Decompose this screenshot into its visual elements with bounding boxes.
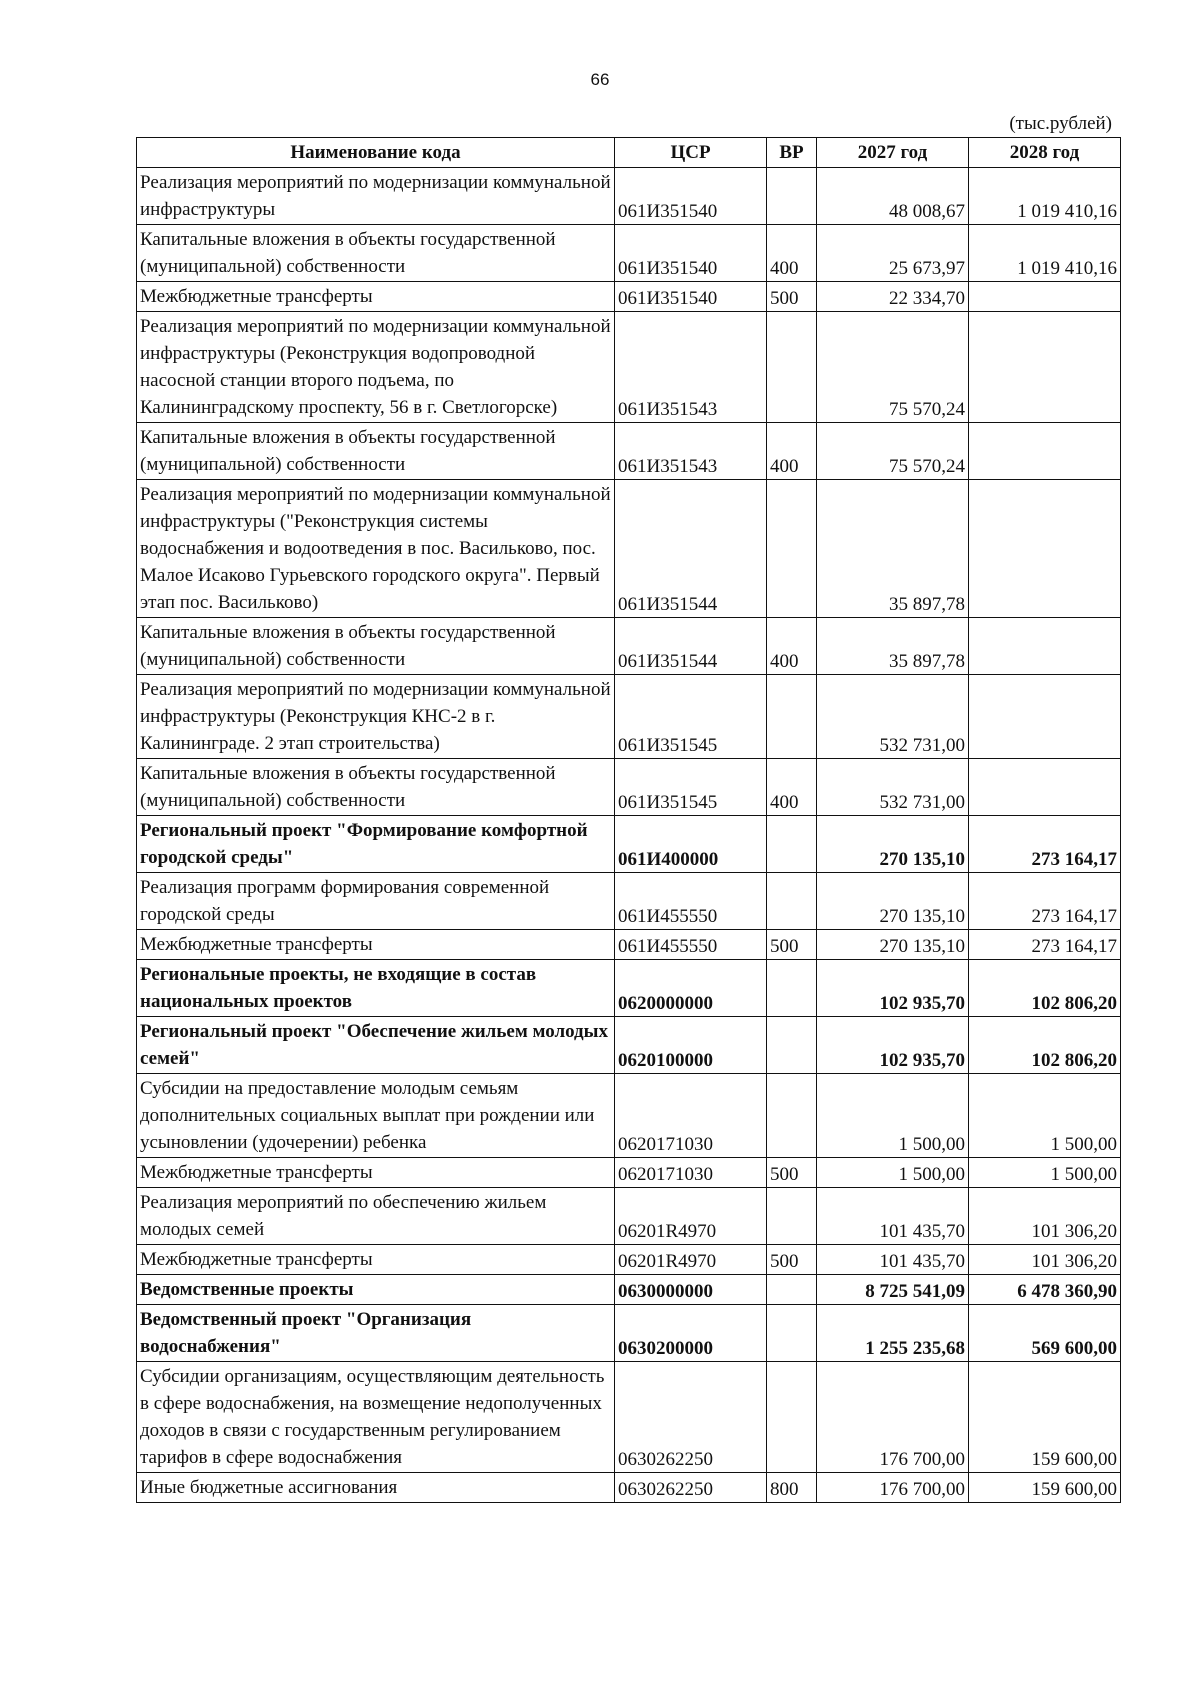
row-name-cell: Капитальные вложения в объекты государственной (муниципальной) собственности <box>137 759 615 816</box>
row-2028-cell <box>969 759 1121 816</box>
row-2028-cell: 102 806,20 <box>969 960 1121 1017</box>
row-name-cell: Реализация мероприятий по модернизации коммунальной инфраструктуры (Реконструкция КНС-2 в г. Калининграде. 2 этап строительства) <box>137 675 615 759</box>
row-2027-cell: 25 673,97 <box>817 225 969 282</box>
row-csr-cell: 061И351544 <box>615 618 767 675</box>
header-csr: ЦСР <box>615 138 767 168</box>
row-csr-cell: 0620171030 <box>615 1074 767 1158</box>
row-2027-cell: 102 935,70 <box>817 1017 969 1074</box>
row-name-cell: Субсидии на предоставление молодым семьям дополнительных социальных выплат при рождении или усыновлении (удочерении) ребенка <box>137 1074 615 1158</box>
row-name-cell: Ведомственный проект "Организация водоснабжения" <box>137 1305 615 1362</box>
row-csr-cell: 0620000000 <box>615 960 767 1017</box>
row-2028-cell: 1 500,00 <box>969 1158 1121 1188</box>
row-vr-cell <box>767 816 817 873</box>
row-name-cell: Капитальные вложения в объекты государственной (муниципальной) собственности <box>137 618 615 675</box>
table-row <box>137 675 1121 759</box>
row-name-cell: Капитальные вложения в объекты государственной (муниципальной) собственности <box>137 225 615 282</box>
row-2028-cell <box>969 423 1121 480</box>
row-name-cell: Реализация мероприятий по модернизации коммунальной инфраструктуры ("Реконструкция системы водоснабжения и водоотведения в пос. Васильково, пос. Малое Исаково Гурьевского городского округа". Первый этап пос. Васильково) <box>137 480 615 618</box>
row-csr-cell: 061И400000 <box>615 816 767 873</box>
table-row <box>137 816 1121 873</box>
row-2027-cell: 75 570,24 <box>817 423 969 480</box>
row-csr-cell: 061И455550 <box>615 930 767 960</box>
row-name-cell: Иные бюджетные ассигнования <box>137 1473 615 1503</box>
row-name-cell: Межбюджетные трансферты <box>137 930 615 960</box>
row-csr-cell: 061И351545 <box>615 759 767 816</box>
row-2027-cell: 22 334,70 <box>817 282 969 312</box>
row-vr-cell: 400 <box>767 618 817 675</box>
table-row <box>137 1188 1121 1245</box>
row-name-cell: Субсидии организациям, осуществляющим деятельность в сфере водоснабжения, на возмещение недополученных доходов в связи с государственным регулированием тарифов в сфере водоснабжения <box>137 1362 615 1473</box>
row-2027-cell: 35 897,78 <box>817 618 969 675</box>
row-vr-cell <box>767 960 817 1017</box>
row-2028-cell: 273 164,17 <box>969 873 1121 930</box>
row-csr-cell: 06201R4970 <box>615 1245 767 1275</box>
table-row <box>137 480 1121 618</box>
row-2027-cell: 532 731,00 <box>817 675 969 759</box>
row-2028-cell: 102 806,20 <box>969 1017 1121 1074</box>
row-vr-cell <box>767 312 817 423</box>
table-row <box>137 1074 1121 1158</box>
header-row <box>137 138 1121 168</box>
table-row <box>137 1473 1121 1503</box>
table-row <box>137 930 1121 960</box>
table-body <box>137 168 1121 1503</box>
row-2027-cell: 75 570,24 <box>817 312 969 423</box>
row-2028-cell: 159 600,00 <box>969 1473 1121 1503</box>
row-2027-cell: 176 700,00 <box>817 1362 969 1473</box>
row-vr-cell <box>767 168 817 225</box>
row-csr-cell: 0620100000 <box>615 1017 767 1074</box>
row-csr-cell: 061И351544 <box>615 480 767 618</box>
row-2028-cell: 273 164,17 <box>969 816 1121 873</box>
table-row <box>137 423 1121 480</box>
row-name-cell: Ведомственные проекты <box>137 1275 615 1305</box>
row-2028-cell: 1 019 410,16 <box>969 168 1121 225</box>
table-row <box>137 873 1121 930</box>
row-2027-cell: 8 725 541,09 <box>817 1275 969 1305</box>
table-row <box>137 1245 1121 1275</box>
row-2027-cell: 35 897,78 <box>817 480 969 618</box>
row-2027-cell: 1 500,00 <box>817 1158 969 1188</box>
row-name-cell: Реализация мероприятий по модернизации коммунальной инфраструктуры (Реконструкция водопроводной насосной станции второго подъема, по Калининградскому проспекту, 56 в г. Светлогорске) <box>137 312 615 423</box>
table-row <box>137 960 1121 1017</box>
row-2028-cell: 569 600,00 <box>969 1305 1121 1362</box>
header-vr: ВР <box>767 138 817 168</box>
row-2028-cell: 6 478 360,90 <box>969 1275 1121 1305</box>
row-name-cell: Реализация мероприятий по модернизации коммунальной инфраструктуры <box>137 168 615 225</box>
row-2027-cell: 270 135,10 <box>817 930 969 960</box>
row-csr-cell: 0620171030 <box>615 1158 767 1188</box>
row-name-cell: Реализация программ формирования современной городской среды <box>137 873 615 930</box>
row-csr-cell: 0630262250 <box>615 1362 767 1473</box>
table-row <box>137 1305 1121 1362</box>
row-vr-cell <box>767 480 817 618</box>
row-vr-cell: 400 <box>767 225 817 282</box>
row-csr-cell: 0630000000 <box>615 1275 767 1305</box>
row-csr-cell: 061И351543 <box>615 423 767 480</box>
budget-table <box>136 137 1121 1503</box>
table-row <box>137 225 1121 282</box>
table-row <box>137 168 1121 225</box>
units-note: (тыс.рублей) <box>1009 113 1112 134</box>
row-vr-cell: 500 <box>767 282 817 312</box>
row-2028-cell <box>969 675 1121 759</box>
row-name-cell: Межбюджетные трансферты <box>137 282 615 312</box>
row-vr-cell <box>767 1362 817 1473</box>
row-vr-cell: 800 <box>767 1473 817 1503</box>
row-2027-cell: 101 435,70 <box>817 1245 969 1275</box>
row-csr-cell: 061И455550 <box>615 873 767 930</box>
row-2027-cell: 532 731,00 <box>817 759 969 816</box>
row-name-cell: Капитальные вложения в объекты государственной (муниципальной) собственности <box>137 423 615 480</box>
row-2027-cell: 101 435,70 <box>817 1188 969 1245</box>
row-2028-cell: 159 600,00 <box>969 1362 1121 1473</box>
row-vr-cell <box>767 1074 817 1158</box>
row-2027-cell: 1 255 235,68 <box>817 1305 969 1362</box>
row-vr-cell <box>767 1275 817 1305</box>
row-2027-cell: 1 500,00 <box>817 1074 969 1158</box>
table-row <box>137 759 1121 816</box>
row-vr-cell: 500 <box>767 1158 817 1188</box>
row-csr-cell: 0630262250 <box>615 1473 767 1503</box>
row-vr-cell <box>767 1305 817 1362</box>
row-vr-cell: 500 <box>767 1245 817 1275</box>
table-row <box>137 1017 1121 1074</box>
row-vr-cell: 400 <box>767 423 817 480</box>
table-row <box>137 312 1121 423</box>
row-csr-cell: 061И351540 <box>615 282 767 312</box>
header-2027: 2027 год <box>817 138 969 168</box>
row-name-cell: Региональные проекты, не входящие в состав национальных проектов <box>137 960 615 1017</box>
table-row <box>137 282 1121 312</box>
row-name-cell: Реализация мероприятий по обеспечению жильем молодых семей <box>137 1188 615 1245</box>
row-vr-cell: 500 <box>767 930 817 960</box>
row-2028-cell: 1 019 410,16 <box>969 225 1121 282</box>
row-vr-cell <box>767 873 817 930</box>
row-csr-cell: 061И351540 <box>615 225 767 282</box>
row-2027-cell: 102 935,70 <box>817 960 969 1017</box>
row-2027-cell: 270 135,10 <box>817 873 969 930</box>
row-2028-cell: 101 306,20 <box>969 1245 1121 1275</box>
header-name: Наименование кода <box>137 138 615 168</box>
row-2028-cell <box>969 480 1121 618</box>
table-row <box>137 618 1121 675</box>
row-2028-cell: 273 164,17 <box>969 930 1121 960</box>
row-vr-cell <box>767 1017 817 1074</box>
row-2027-cell: 176 700,00 <box>817 1473 969 1503</box>
row-vr-cell <box>767 675 817 759</box>
row-name-cell: Межбюджетные трансферты <box>137 1245 615 1275</box>
table-row <box>137 1275 1121 1305</box>
row-vr-cell <box>767 1188 817 1245</box>
row-vr-cell: 400 <box>767 759 817 816</box>
header-2028: 2028 год <box>969 138 1121 168</box>
row-name-cell: Региональный проект "Обеспечение жильем молодых семей" <box>137 1017 615 1074</box>
row-name-cell: Региональный проект "Формирование комфортной городской среды" <box>137 816 615 873</box>
row-csr-cell: 06201R4970 <box>615 1188 767 1245</box>
row-2028-cell <box>969 282 1121 312</box>
row-csr-cell: 061И351543 <box>615 312 767 423</box>
row-csr-cell: 061И351540 <box>615 168 767 225</box>
row-2027-cell: 48 008,67 <box>817 168 969 225</box>
row-2028-cell: 101 306,20 <box>969 1188 1121 1245</box>
row-csr-cell: 0630200000 <box>615 1305 767 1362</box>
table-row <box>137 1362 1121 1473</box>
row-2027-cell: 270 135,10 <box>817 816 969 873</box>
row-2028-cell <box>969 312 1121 423</box>
row-csr-cell: 061И351545 <box>615 675 767 759</box>
row-2028-cell: 1 500,00 <box>969 1074 1121 1158</box>
row-2028-cell <box>969 618 1121 675</box>
row-name-cell: Межбюджетные трансферты <box>137 1158 615 1188</box>
page-number: 66 <box>590 70 610 89</box>
table-row <box>137 1158 1121 1188</box>
